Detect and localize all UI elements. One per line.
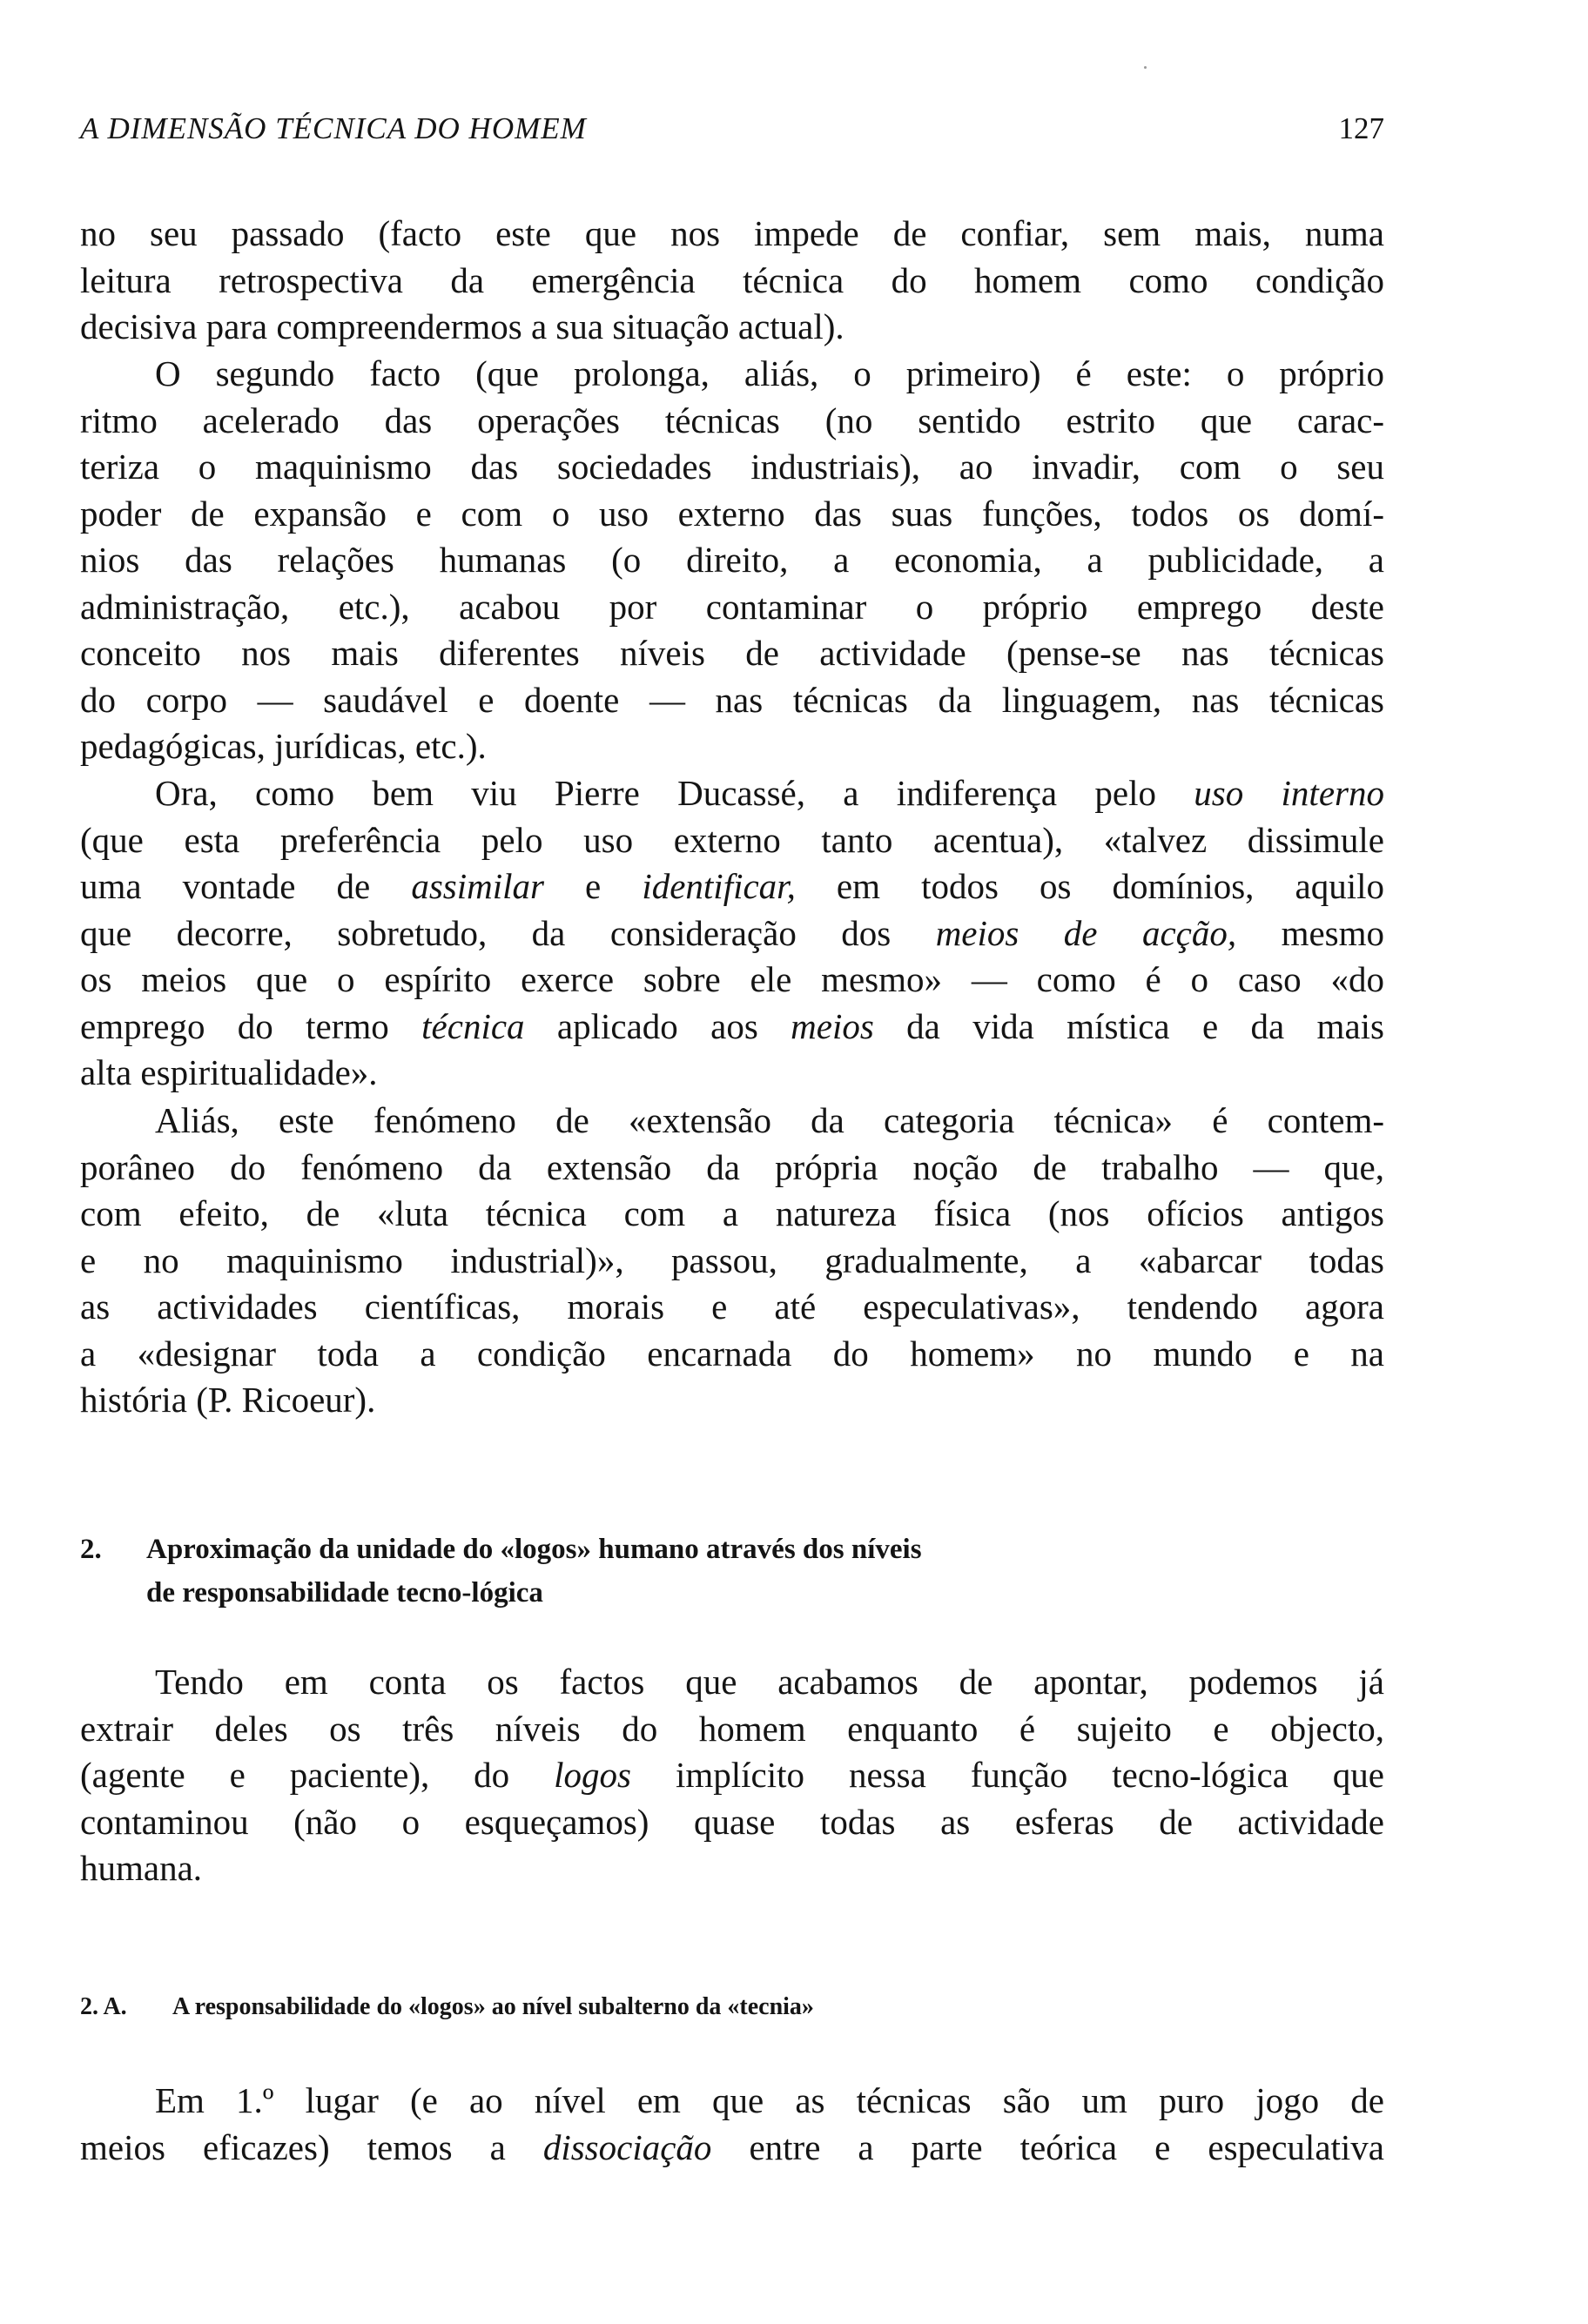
italic-term: meios	[791, 1005, 874, 1046]
running-head	[80, 111, 1384, 150]
subsection-number: 2. A.	[80, 1993, 127, 2020]
text-line: (agente e paciente), do logos implícito nessa função tecno-lógica que	[80, 1755, 1384, 1795]
text-line: poder de expansão e com o uso externo das suas funções, todos os domí-	[80, 493, 1384, 534]
text-line: (que esta preferência pelo uso externo tanto acentua), «talvez dissimule	[80, 819, 1384, 860]
paragraph-first-level	[80, 2078, 1384, 2171]
text-line: e no maquinismo industrial)», passou, gradualmente, a «abarcar todas	[80, 1239, 1384, 1280]
text-line: humana.	[80, 1848, 203, 1888]
page-number: 127	[1338, 111, 1384, 145]
text-line: teriza o maquinismo das sociedades industriais), ao invadir, com o seu	[80, 447, 1384, 487]
text-line: meios eficazes) temos a dissociação entre a parte teórica e especulativa	[80, 2126, 1385, 2167]
text-line: uma vontade de assimilar e identificar, em todos os domínios, aquilo	[80, 866, 1384, 906]
text-line: conceito nos mais diferentes níveis de actividade (pense-se nas técnicas	[80, 633, 1384, 673]
text-line: nios das relações humanas (o direito, a economia, a publicidade, a	[80, 540, 1384, 580]
italic-term: logos	[554, 1755, 631, 1795]
text-line: Em 1.º lugar (e ao nível em que as técnicas são um puro jogo de	[155, 2080, 1384, 2120]
text-line: Tendo em conta os factos que acabamos de apontar, podemos já	[155, 1662, 1384, 1702]
text-line: emprego do termo técnica aplicado aos meios da vida mística e da mais	[80, 1005, 1384, 1046]
section-title-line: Aproximação da unidade do «logos» humano através dos níveis	[146, 1534, 922, 1565]
italic-term: técnica	[421, 1005, 525, 1046]
italic-term: identificar,	[642, 866, 796, 906]
text-line: Aliás, este fenómeno de «extensão da categoria técnica» é contem-	[155, 1100, 1384, 1140]
text-line: a «designar toda a condição encarnada do homem» no mundo e na	[80, 1333, 1384, 1374]
paragraph-continuation	[80, 211, 1384, 351]
text-line: Ora, como bem viu Pierre Ducassé, a indiferença pelo uso interno	[155, 773, 1384, 813]
text-line: alta espiritualidade».	[80, 1052, 378, 1092]
text-line: contaminou (não o esqueçamos) quase todas as esferas de actividade	[80, 1801, 1384, 1842]
text-line: no seu passado (facto este que nos impede de confiar, sem mais, numa	[80, 213, 1384, 253]
text-line: decisiva para compreendermos a sua situação actual).	[80, 306, 844, 346]
paragraph-second-fact	[80, 351, 1384, 770]
text-line: extrair deles os três níveis do homem enquanto é sujeito e objecto,	[80, 1708, 1384, 1749]
subsection-heading	[80, 1990, 1384, 2025]
section-title-line: de responsabilidade tecno-lógica	[146, 1577, 543, 1609]
text-line: história (P. Ricoeur).	[80, 1380, 376, 1420]
text-line: que decorre, sobretudo, da consideração dos meios de acção, mesmo	[80, 912, 1385, 953]
text-line: ritmo acelerado das operações técnicas (no sentido estrito que carac-	[80, 400, 1384, 440]
text-line: administração, etc.), acabou por contaminar o próprio emprego deste	[80, 586, 1384, 627]
paragraph-levels	[80, 1659, 1384, 1892]
section-heading	[80, 1528, 1384, 1615]
paragraph-extension	[80, 1098, 1384, 1424]
italic-term: dissociação	[542, 2126, 712, 2167]
paragraph-ducasse	[80, 770, 1384, 1097]
text-line: com efeito, de «luta técnica com a natureza física (nos ofícios antigos	[80, 1193, 1384, 1233]
scan-speck	[1144, 66, 1147, 69]
text-line: os meios que o espírito exerce sobre ele mesmo» — como é o caso «do	[80, 959, 1384, 999]
italic-term: meios de acção,	[935, 912, 1237, 953]
running-title: A DIMENSÃO TÉCNICA DO HOMEM	[80, 111, 587, 145]
text-line: do corpo — saudável e doente — nas técnicas da linguagem, nas técnicas	[80, 679, 1384, 720]
section-number: 2.	[80, 1534, 102, 1565]
text-line: pedagógicas, jurídicas, etc.).	[80, 726, 487, 766]
subsection-title: A responsabilidade do «logos» ao nível subalterno da «tecnia»	[172, 1993, 814, 2020]
text-line: porâneo do fenómeno da extensão da própria noção de trabalho — que,	[80, 1146, 1384, 1187]
text-line: as actividades científicas, morais e até especulativas», tendendo agora	[80, 1286, 1384, 1327]
text-line: leitura retrospectiva da emergência técnica do homem como condição	[80, 259, 1384, 300]
italic-term: uso interno	[1194, 773, 1384, 813]
italic-term: assimilar	[411, 866, 544, 906]
text-line: O segundo facto (que prolonga, aliás, o primeiro) é este: o próprio	[155, 353, 1384, 393]
